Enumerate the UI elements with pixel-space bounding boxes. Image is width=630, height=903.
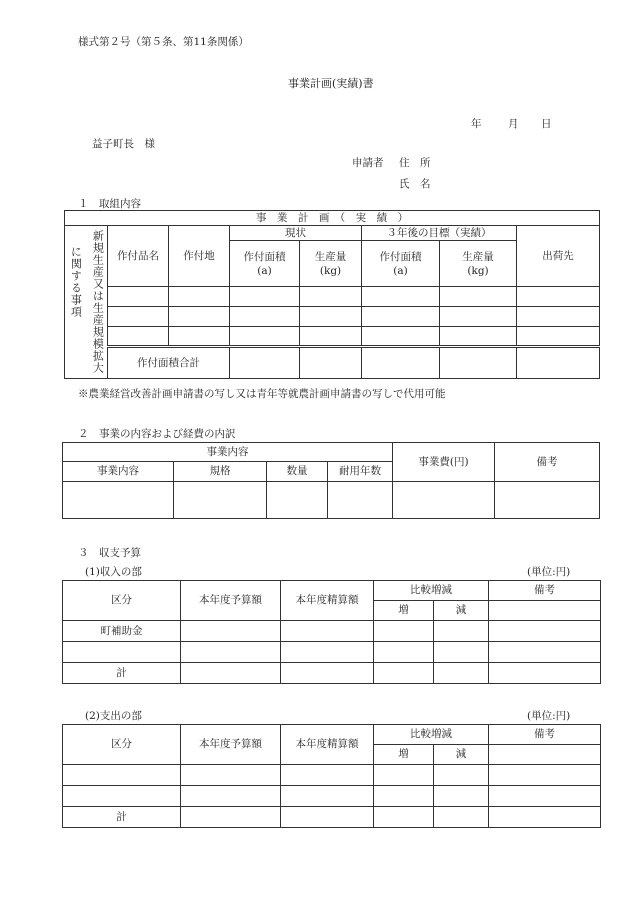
cell[interactable] [267,482,328,519]
header-current: 現状 [230,226,362,241]
header-decrease: 減 [434,745,489,765]
cell[interactable] [374,663,434,684]
cell[interactable] [440,347,517,379]
cell[interactable] [108,327,169,347]
cell[interactable] [517,307,600,327]
cell[interactable] [300,347,362,379]
side-label [65,226,108,379]
cell[interactable] [393,482,495,519]
document-title: 事業計画(実績)書 [288,77,374,90]
plan-row [65,307,600,327]
plan-row [65,327,600,347]
cell[interactable] [374,807,434,828]
header-current-volume: 生産量 (kg) [300,241,362,287]
applicant-name-label: 氏 名 [399,178,431,190]
cell[interactable] [489,621,601,642]
cell[interactable] [230,287,300,307]
header-target-volume: 生産量 (kg) [440,241,517,287]
cell[interactable] [362,307,440,327]
row-label: 計 [63,807,181,828]
cell[interactable] [440,327,517,347]
cell[interactable] [489,642,601,663]
header-target: ３年後の目標（実績） [362,226,517,241]
header-settled: 本年度精算額 [281,725,374,765]
cell[interactable] [181,663,281,684]
header-compare: 比較増減 [374,581,489,601]
header-note: 備考 [495,443,600,482]
cell[interactable] [108,287,169,307]
cell[interactable] [181,786,281,807]
header-category: 区分 [63,725,181,765]
section1-heading: １ 取組内容 [78,198,141,210]
section1-note: ※農業経営改善計画申請書の写し又は青年等就農計画申請書の写しで代用可能 [78,388,446,400]
cell[interactable] [281,765,374,786]
income-total-row [63,663,601,684]
date-month: 月 [508,118,519,130]
form-label: 様式第２号（第５条、第11条関係） [78,36,249,48]
side-label-col1: 新規生産又は生産規模拡大 [91,230,105,375]
cell[interactable] [281,786,374,807]
cell[interactable] [489,786,601,807]
applicant-address-label: 住 所 [399,157,431,169]
cell[interactable] [169,327,230,347]
cell[interactable] [489,765,601,786]
expense-heading: (2)支出の部 [85,710,142,722]
cell[interactable] [181,642,281,663]
header-increase: 増 [374,745,434,765]
header-target-area: 作付面積 (a) [362,241,440,287]
expense-row [63,765,601,786]
expense-table [62,724,601,828]
plan-table [64,210,600,379]
plan-row [65,287,600,307]
cell[interactable] [434,663,489,684]
row-label [63,786,181,807]
side-label-col2: に関する事項 [69,246,83,319]
cell[interactable] [434,786,489,807]
header-item: 作付品名 [108,226,169,287]
cell[interactable] [489,745,601,765]
expense-unit: (単位:円) [527,710,571,722]
cost-group-header: 事業内容 [63,443,393,462]
row-label: 町補助金 [63,621,181,642]
header-place: 作付地 [169,226,230,287]
cell[interactable] [440,287,517,307]
cell[interactable] [230,307,300,327]
row-label [63,765,181,786]
applicant-label: 申請者 [352,157,384,169]
header-budget: 本年度予算額 [181,725,281,765]
addressee: 益子町長 様 [92,138,155,150]
cell[interactable] [300,327,362,347]
cell[interactable] [489,663,601,684]
cell[interactable] [174,482,267,519]
cell[interactable] [362,347,440,379]
cell[interactable] [434,807,489,828]
cell[interactable] [281,663,374,684]
section2-heading: ２ 事業の内容および経費の内訳 [78,428,236,440]
income-heading: (1)収入の部 [85,566,142,578]
cost-row [63,482,600,519]
header-qty: 数量 [267,462,328,482]
cell[interactable] [374,621,434,642]
cell[interactable] [374,786,434,807]
cell[interactable] [181,621,281,642]
income-table [62,580,601,684]
cell[interactable] [434,765,489,786]
cell[interactable] [281,807,374,828]
cell[interactable] [108,307,169,327]
cell[interactable] [489,807,601,828]
row-label: 計 [63,663,181,684]
cell[interactable] [362,287,440,307]
date-year: 年 [471,118,482,130]
plan-table-title: 事 業 計 画 （ 実 績 ） [65,211,600,226]
total-area-label: 作付面積合計 [108,347,230,379]
header-note: 備考 [489,581,601,601]
cell[interactable] [489,601,601,621]
income-unit: (単位:円) [527,566,571,578]
cell[interactable] [374,765,434,786]
header-cost: 事業費(円) [393,443,495,482]
cell[interactable] [169,307,230,327]
income-row [63,621,601,642]
header-spec: 規格 [174,462,267,482]
header-increase: 増 [374,601,434,621]
cell[interactable] [362,327,440,347]
cell[interactable] [281,642,374,663]
expense-row [63,786,601,807]
cell[interactable] [281,621,374,642]
header-decrease: 減 [434,601,489,621]
cost-table [62,442,600,519]
header-content: 事業内容 [63,462,174,482]
cell[interactable] [495,482,600,519]
header-note: 備考 [489,725,601,745]
cell[interactable] [328,482,393,519]
header-current-area: 作付面積 (a) [230,241,300,287]
header-destination: 出荷先 [517,226,600,287]
section3-heading: ３ 収支予算 [78,547,141,559]
cell[interactable] [434,621,489,642]
plan-total-row [65,347,600,379]
cell[interactable] [300,307,362,327]
cell[interactable] [440,307,517,327]
cell[interactable] [230,347,300,379]
cell[interactable] [374,642,434,663]
header-years: 耐用年数 [328,462,393,482]
header-budget: 本年度予算額 [181,581,281,621]
header-category: 区分 [63,581,181,621]
header-settled: 本年度精算額 [281,581,374,621]
cell[interactable] [300,287,362,307]
cell[interactable] [169,287,230,307]
expense-total-row [63,807,601,828]
cell[interactable] [181,765,281,786]
date-day: 日 [541,118,552,130]
cell[interactable] [517,327,600,347]
cell[interactable] [517,287,600,307]
income-row [63,642,601,663]
cell[interactable] [230,327,300,347]
cell[interactable] [181,807,281,828]
row-label [63,642,181,663]
header-compare: 比較増減 [374,725,489,745]
cell[interactable] [517,347,600,379]
cell[interactable] [63,482,174,519]
cell[interactable] [434,642,489,663]
